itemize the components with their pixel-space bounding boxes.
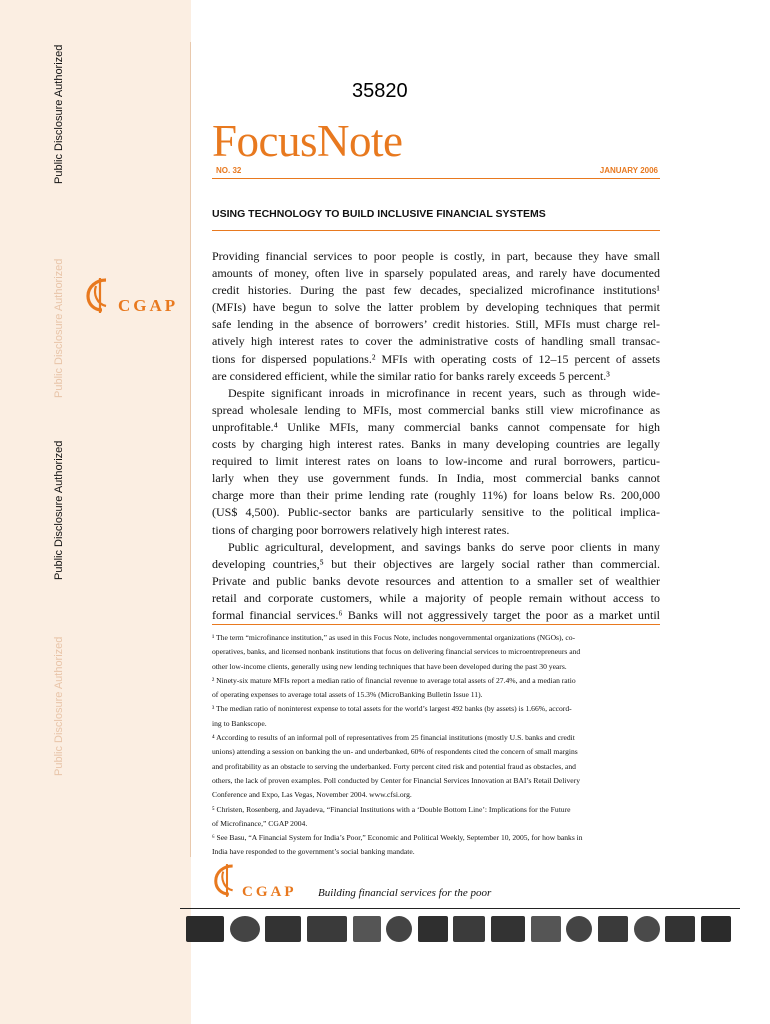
- footnote-rule: [212, 624, 660, 625]
- footnote-line: ² Ninety-six mature MFIs report a median ratio of financial revenue to average total assets of 27.4%, and a median ratio: [212, 675, 576, 685]
- cgap-wordmark: CGAP: [242, 884, 297, 900]
- body-line: Public agricultural, development, and savings banks do serve poor clients in many: [228, 539, 660, 554]
- body-line: credit histories. During the past few decades, specialized microfinance institutions¹: [212, 283, 660, 298]
- body-line: developing countries,⁵ but their objectives are largely social rather than commercial.: [212, 556, 660, 571]
- body-line: are considered efficient, while the similar ratio for banks rarely exceeds 5 percent.³: [212, 368, 610, 383]
- footnote-line: other low-income clients, generally using new lending techniques that have been developed during the past 30 years.: [212, 661, 567, 671]
- footnote-line: of operating expenses to average total assets of 15.3% (MicroBanking Bulletin Issue 11).: [212, 690, 483, 700]
- footnote-line: others, the lack of proven examples. Poll conducted by Center for Financial Services Innovation at BAI’s Retail Delivery: [212, 775, 580, 785]
- footnote-line: Conference and Expo, Las Vegas, November 2004. www.cfsi.org.: [212, 790, 412, 800]
- body-line: Providing financial services to poor people is costly, in part, because they have small: [212, 249, 660, 263]
- donor-logo-uncdf-icon: [230, 916, 260, 942]
- cgap-tagline: Building financial services for the poor: [318, 887, 492, 899]
- sidebar: [0, 0, 191, 1024]
- body-line: atively high interest rates to cover the administrative costs of handling small transac-: [212, 334, 660, 349]
- footnote-line: ing to Bankscope.: [212, 718, 267, 728]
- footnote-line: unions) attending a session on banking the un- and underbanked, 60% of respondents cited the concern of small margins: [212, 747, 578, 757]
- footnote-line: and profitability as an obstacle to serving the underbanked. Forty percent cited risk and potential fraud as obstacles, and: [212, 761, 576, 771]
- body-line: Despite significant inroads in microfinance in recent years, such as through wide-: [228, 385, 660, 400]
- donor-logo-un-icon: [634, 916, 660, 942]
- body-line: tions of charging poor borrowers relatively high interest rates.: [212, 522, 510, 537]
- body-line: larly when they use government funds. In India, most commercial banks cannot: [212, 471, 660, 486]
- body-line: charge more than their prime lending rate (roughly 11%) for loans below Rs. 200,000: [212, 488, 660, 503]
- footnote-line: operatives, banks, and licensed nonbank institutions that focus on delivering financial services to microentrepreneurs and: [212, 647, 581, 657]
- donor-logo-seal-icon: [353, 916, 381, 942]
- cgap-wordmark: CGAP: [118, 296, 179, 315]
- footnote-line: ³ The median ratio of noninterest expense to total assets for the world’s largest 492 banks (by assets) is 1.66%, accord-: [212, 704, 572, 714]
- body-line: costs by charging high interest rates. Banks in many developing countries are legally: [212, 437, 660, 452]
- body-line: formal financial services.⁶ Banks will not aggressively target the poor as a market until: [212, 607, 660, 622]
- disclosure-stamp: Public Disclosure Authorized: [53, 44, 65, 184]
- donor-logo-emblem-icon: [566, 916, 592, 942]
- donor-logo-dgdc-icon: [453, 916, 485, 942]
- document-number: 35820: [352, 80, 408, 102]
- body-line: (MFIs) have begun to solve the latter problem by developing techniques that permit: [212, 300, 660, 315]
- header-rule: [212, 178, 660, 179]
- donor-logo-usaid-icon: [598, 916, 628, 942]
- sidebar-divider: [190, 42, 191, 857]
- publication-title: FocusNote: [212, 116, 403, 166]
- cgap-logo: [84, 276, 184, 320]
- issue-date: JANUARY 2006: [599, 166, 658, 175]
- headline-rule: [212, 230, 660, 231]
- body-line: required to limit interest rates on loans to low-income and rural borrowers, particu-: [212, 454, 660, 469]
- donor-logo-strip: [186, 911, 731, 947]
- donor-logo-norad-icon: [307, 916, 347, 942]
- footnote-line: ¹ The term “microfinance institution,” as used in this Focus Note, includes nongovernmental organizations (NGOs), co-: [212, 633, 576, 642]
- footnotes: [212, 631, 660, 860]
- footnote-line: of Microfinance,” CGAP 2004.: [212, 818, 308, 828]
- body-line: Private and public banks devote resources and attention to a smaller set of wealthier: [212, 573, 660, 588]
- donor-logo-globe-icon: [386, 916, 412, 942]
- cgap-emblem-icon: [212, 862, 242, 898]
- article-body: [212, 248, 660, 624]
- donor-rule: [180, 908, 740, 909]
- disclosure-stamp-faint: Public Disclosure Authorized: [53, 636, 65, 776]
- body-line: safe lending in the absence of borrowers’ credit histories. Still, MFIs must charge rel-: [212, 317, 660, 332]
- body-line: amounts of money, often live in sparsely populated areas, and rarely have documented: [212, 266, 660, 281]
- donor-logo-dfid-icon: [265, 916, 301, 942]
- body-line: unprofitable.⁴ Unlike MFIs, many commercial banks cannot compensate for high: [212, 419, 660, 434]
- donor-logo-gtz-icon: [701, 916, 731, 942]
- disclosure-stamp-faint: Public Disclosure Authorized: [53, 258, 65, 398]
- issue-number: NO. 32: [216, 166, 242, 175]
- donor-logo-kfw-icon: [491, 916, 525, 942]
- footer-cgap-logo: [212, 862, 512, 902]
- body-line: (US$ 4,500). Public-sector banks are particularly sensitive to the political implica-: [212, 505, 660, 520]
- donor-logo-sida-icon: [186, 916, 224, 942]
- footnote-line: ⁶ See Basu, “A Financial System for India’s Poor,” Economic and Political Weekly, September 10, 2005, for how banks in: [212, 833, 583, 843]
- donor-logo-jbic-icon: [418, 916, 448, 942]
- disclosure-stamp: Public Disclosure Authorized: [53, 440, 65, 580]
- donor-logo-sida-2-icon: [531, 916, 561, 942]
- body-line: retail and corporate customers, while a majority of people remain without access to: [212, 590, 660, 605]
- body-line: spread wholesale lending to MFIs, most commercial banks still view microfinance as: [212, 402, 660, 417]
- footnote-line: ⁵ Christen, Rosenberg, and Jayadeva, “Financial Institutions with a ‘Double Bottom Line’: Implications for the Future: [212, 804, 571, 814]
- footnote-line: ⁴ According to results of an informal poll of representatives from 25 financial institutions (mostly U.S. banks and credit: [212, 733, 575, 743]
- footnote-line: India have responded to the government’s social banking mandate.: [212, 847, 415, 857]
- body-line: tions for dispersed populations.² MFIs with operating costs of 12–15 percent of assets: [212, 351, 660, 366]
- article-headline: USING TECHNOLOGY TO BUILD INCLUSIVE FINANCIAL SYSTEMS: [212, 208, 546, 220]
- donor-logo-flag-icon: [665, 916, 695, 942]
- cgap-emblem-icon: [84, 276, 116, 314]
